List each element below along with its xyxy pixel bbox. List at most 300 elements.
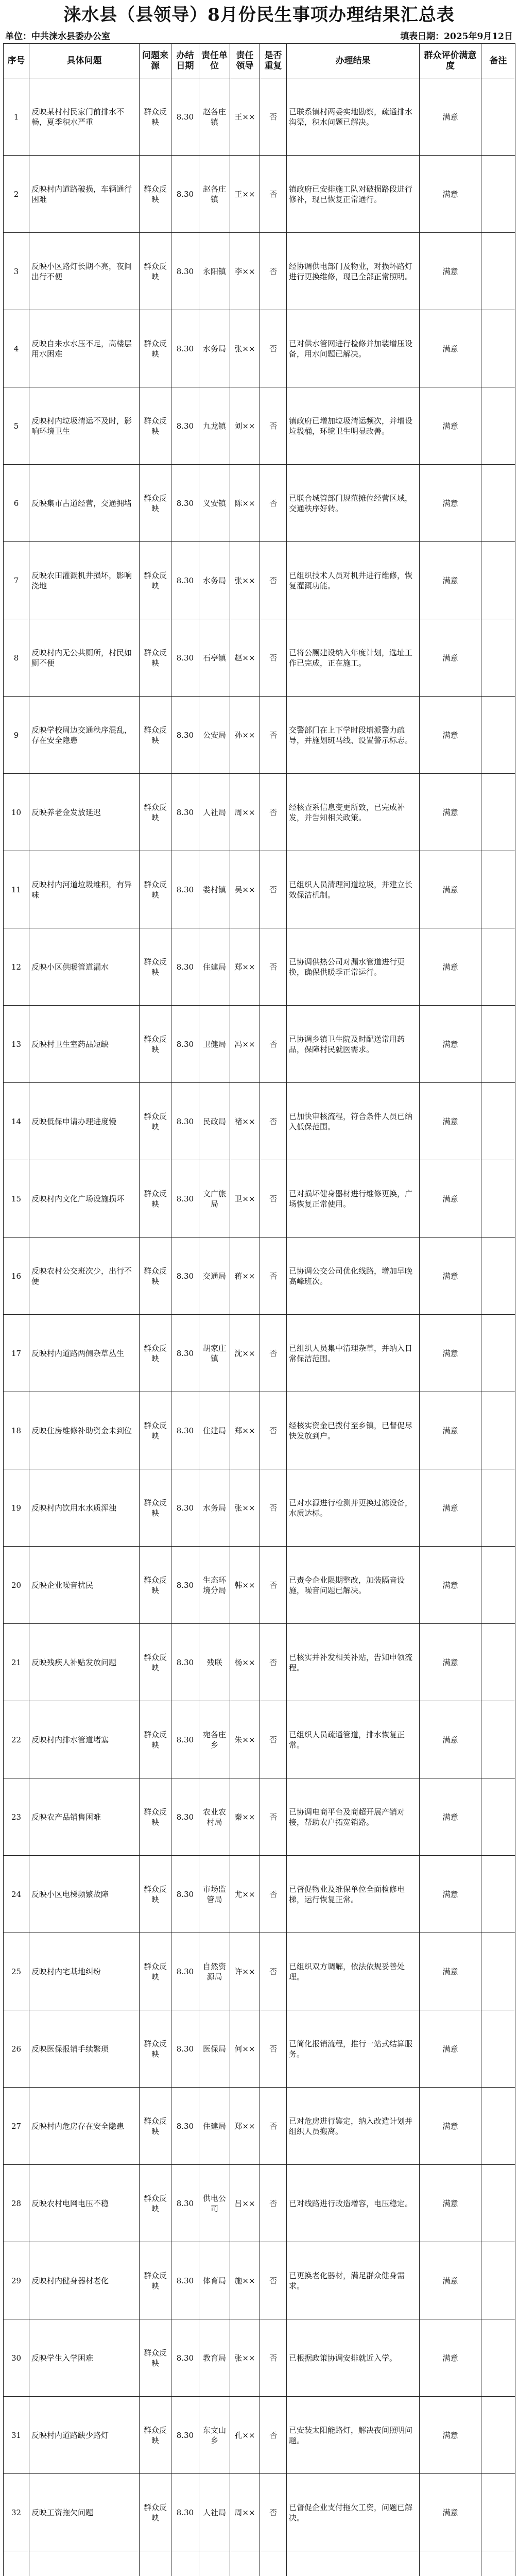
row-source: 群众反映 bbox=[140, 2319, 171, 2397]
row-date: 8.30 bbox=[171, 619, 199, 697]
row-date: 8.30 bbox=[171, 156, 199, 233]
table-row bbox=[4, 2165, 515, 2242]
row-unit: 教育局 bbox=[199, 2319, 230, 2397]
row-source: 群众反映 bbox=[140, 1701, 171, 1778]
row-date: 8.30 bbox=[171, 2319, 199, 2397]
row-result: 经核实资金已拨付至乡镇，已督促尽快发放到户。 bbox=[287, 1392, 420, 1469]
row-satisfaction: 满意 bbox=[420, 1933, 481, 2010]
table-row bbox=[4, 387, 515, 465]
row-source: 群众反映 bbox=[140, 619, 171, 697]
row-date: 8.30 bbox=[171, 1160, 199, 1238]
row-seq: 27 bbox=[4, 2088, 29, 2165]
row-date: 8.30 bbox=[171, 1006, 199, 1083]
row-result: 已责令企业限期整改，加装隔音设施，噪音问题已解决。 bbox=[287, 1547, 420, 1624]
row-leader: 张×× bbox=[230, 1469, 260, 1547]
row-note bbox=[481, 774, 515, 851]
row-unit: 宛各庄乡 bbox=[199, 1701, 230, 1778]
row-unit: 体育局 bbox=[199, 2242, 230, 2319]
row-satisfaction: 满意 bbox=[420, 310, 481, 387]
row-unit: 公安局 bbox=[199, 697, 230, 774]
row-unit: 医保局 bbox=[199, 2010, 230, 2088]
row-unit: 民政局 bbox=[199, 1083, 230, 1160]
row-duplicate: 否 bbox=[260, 1083, 287, 1160]
row-result bbox=[287, 2551, 420, 2576]
row-duplicate: 否 bbox=[260, 1547, 287, 1624]
row-leader: 郑×× bbox=[230, 928, 260, 1006]
row-satisfaction: 满意 bbox=[420, 1701, 481, 1778]
row-source: 群众反映 bbox=[140, 1778, 171, 1856]
row-date: 8.30 bbox=[171, 1856, 199, 1933]
row-result: 镇政府已增加垃圾清运频次，并增设垃圾桶，环境卫生明显改善。 bbox=[287, 387, 420, 465]
header-unit: 责任单位 bbox=[199, 44, 230, 78]
row-seq: 12 bbox=[4, 928, 29, 1006]
row-unit: 东文山乡 bbox=[199, 2397, 230, 2474]
row-satisfaction: 满意 bbox=[420, 2088, 481, 2165]
row-unit: 义安镇 bbox=[199, 465, 230, 542]
row-issue: 反映村内垃圾清运不及时，影响环境卫生 bbox=[29, 387, 140, 465]
row-seq: 22 bbox=[4, 1701, 29, 1778]
row-source: 群众反映 bbox=[140, 542, 171, 619]
row-issue: 反映小区供暖管道漏水 bbox=[29, 928, 140, 1006]
row-issue: 反映农村公交班次少，出行不便 bbox=[29, 1238, 140, 1315]
row-note bbox=[481, 2319, 515, 2397]
row-leader: 卫×× bbox=[230, 1160, 260, 1238]
row-source: 群众反映 bbox=[140, 774, 171, 851]
report-meta bbox=[3, 30, 515, 43]
row-source: 群众反映 bbox=[140, 1392, 171, 1469]
row-note bbox=[481, 851, 515, 928]
header-result: 办理结果 bbox=[287, 44, 420, 78]
row-unit: 住建局 bbox=[199, 1392, 230, 1469]
row-satisfaction bbox=[420, 2551, 481, 2576]
table-row bbox=[4, 2551, 515, 2576]
row-satisfaction: 满意 bbox=[420, 928, 481, 1006]
row-issue: 反映村内道路缺少路灯 bbox=[29, 2397, 140, 2474]
row-seq: 20 bbox=[4, 1547, 29, 1624]
table-row bbox=[4, 1392, 515, 1469]
row-leader: 吕×× bbox=[230, 2165, 260, 2242]
report-page bbox=[3, 0, 515, 2576]
row-note bbox=[481, 2474, 515, 2551]
row-satisfaction: 满意 bbox=[420, 2319, 481, 2397]
row-leader: 蒋×× bbox=[230, 1238, 260, 1315]
row-duplicate: 否 bbox=[260, 2010, 287, 2088]
table-row bbox=[4, 1315, 515, 1392]
row-duplicate: 否 bbox=[260, 310, 287, 387]
row-unit: 生态环境分局 bbox=[199, 1547, 230, 1624]
table-row bbox=[4, 1006, 515, 1083]
row-date: 8.30 bbox=[171, 465, 199, 542]
row-seq: 9 bbox=[4, 697, 29, 774]
row-issue: 反映企业噪音扰民 bbox=[29, 1547, 140, 1624]
row-date: 8.30 bbox=[171, 542, 199, 619]
row-issue: 反映村内排水管道堵塞 bbox=[29, 1701, 140, 1778]
row-unit: 文广旅局 bbox=[199, 1160, 230, 1238]
row-seq: 4 bbox=[4, 310, 29, 387]
row-result: 已对线路进行改造增容，电压稳定。 bbox=[287, 2165, 420, 2242]
row-satisfaction: 满意 bbox=[420, 697, 481, 774]
row-seq: 31 bbox=[4, 2397, 29, 2474]
row-source: 群众反映 bbox=[140, 1238, 171, 1315]
row-seq: 19 bbox=[4, 1469, 29, 1547]
row-note bbox=[481, 928, 515, 1006]
row-source: 群众反映 bbox=[140, 2088, 171, 2165]
row-duplicate: 否 bbox=[260, 542, 287, 619]
row-seq: 2 bbox=[4, 156, 29, 233]
row-source: 群众反映 bbox=[140, 2474, 171, 2551]
table-row bbox=[4, 1778, 515, 1856]
row-duplicate: 否 bbox=[260, 1160, 287, 1238]
table-row bbox=[4, 156, 515, 233]
row-duplicate: 否 bbox=[260, 1392, 287, 1469]
row-leader: 张×× bbox=[230, 2319, 260, 2397]
row-leader: 许×× bbox=[230, 1933, 260, 2010]
row-duplicate: 否 bbox=[260, 2397, 287, 2474]
table-row bbox=[4, 1701, 515, 1778]
row-note bbox=[481, 1392, 515, 1469]
row-issue: 反映村内道路两侧杂草丛生 bbox=[29, 1315, 140, 1392]
row-leader: 何×× bbox=[230, 2010, 260, 2088]
table-row bbox=[4, 697, 515, 774]
header-row bbox=[4, 44, 515, 78]
row-leader: 刘×× bbox=[230, 387, 260, 465]
row-result: 已对水源进行检测并更换过滤设备，水质达标。 bbox=[287, 1469, 420, 1547]
row-issue: 反映村内健身器材老化 bbox=[29, 2242, 140, 2319]
row-date: 8.30 bbox=[171, 1778, 199, 1856]
row-duplicate: 否 bbox=[260, 233, 287, 310]
row-result: 已协调供热公司对漏水管道进行更换，确保供暖季正常运行。 bbox=[287, 928, 420, 1006]
row-note bbox=[481, 1547, 515, 1624]
row-duplicate: 否 bbox=[260, 387, 287, 465]
row-issue: 反映低保申请办理进度慢 bbox=[29, 1083, 140, 1160]
row-issue: 反映学校周边交通秩序混乱，存在安全隐患 bbox=[29, 697, 140, 774]
row-date: 8.30 bbox=[171, 1469, 199, 1547]
row-result: 已组织双方调解，依法依规妥善处理。 bbox=[287, 1933, 420, 2010]
row-satisfaction: 满意 bbox=[420, 1238, 481, 1315]
row-source: 群众反映 bbox=[140, 156, 171, 233]
row-note bbox=[481, 1624, 515, 1701]
table-row bbox=[4, 1083, 515, 1160]
row-source: 群众反映 bbox=[140, 233, 171, 310]
row-leader: 周×× bbox=[230, 774, 260, 851]
row-issue: 反映村内河道垃圾堆积，有异味 bbox=[29, 851, 140, 928]
table-row bbox=[4, 2474, 515, 2551]
row-duplicate bbox=[260, 2551, 287, 2576]
row-leader: 褚×× bbox=[230, 1083, 260, 1160]
header-source: 问题来源 bbox=[140, 44, 171, 78]
row-seq: 23 bbox=[4, 1778, 29, 1856]
row-result: 已协调乡镇卫生院及时配送常用药品，保障村民就医需求。 bbox=[287, 1006, 420, 1083]
row-satisfaction: 满意 bbox=[420, 1392, 481, 1469]
row-result: 已简化报销流程，推行一站式结算服务。 bbox=[287, 2010, 420, 2088]
row-seq: 11 bbox=[4, 851, 29, 928]
row-seq bbox=[4, 2551, 29, 2576]
row-unit: 水务局 bbox=[199, 310, 230, 387]
table-row bbox=[4, 2319, 515, 2397]
row-duplicate: 否 bbox=[260, 156, 287, 233]
row-leader: 郑×× bbox=[230, 1392, 260, 1469]
row-leader: 周×× bbox=[230, 2474, 260, 2551]
row-satisfaction: 满意 bbox=[420, 1778, 481, 1856]
row-unit: 自然资源局 bbox=[199, 1933, 230, 2010]
unit-label: 单位：中共涞水县委办公室 bbox=[5, 31, 110, 42]
row-seq: 29 bbox=[4, 2242, 29, 2319]
row-note bbox=[481, 2551, 515, 2576]
table-row bbox=[4, 465, 515, 542]
row-duplicate: 否 bbox=[260, 2242, 287, 2319]
row-issue: 反映残疾人补贴发放问题 bbox=[29, 1624, 140, 1701]
row-unit: 水务局 bbox=[199, 1469, 230, 1547]
row-result: 已根据政策协调安排就近入学。 bbox=[287, 2319, 420, 2397]
table-row bbox=[4, 1624, 515, 1701]
row-note bbox=[481, 465, 515, 542]
row-duplicate: 否 bbox=[260, 774, 287, 851]
table-row bbox=[4, 1933, 515, 2010]
row-issue: 反映村内文化广场设施损坏 bbox=[29, 1160, 140, 1238]
table-row bbox=[4, 2242, 515, 2319]
table-row bbox=[4, 928, 515, 1006]
row-note bbox=[481, 1315, 515, 1392]
row-note bbox=[481, 697, 515, 774]
row-duplicate: 否 bbox=[260, 1856, 287, 1933]
row-leader: 尤×× bbox=[230, 1856, 260, 1933]
row-issue: 反映工资拖欠问题 bbox=[29, 2474, 140, 2551]
row-issue: 反映村内道路破损，车辆通行困难 bbox=[29, 156, 140, 233]
row-duplicate: 否 bbox=[260, 2088, 287, 2165]
row-unit: 永阳镇 bbox=[199, 233, 230, 310]
row-unit: 市场监管局 bbox=[199, 1856, 230, 1933]
row-issue: 反映自来水水压不足，高楼层用水困难 bbox=[29, 310, 140, 387]
row-date: 8.30 bbox=[171, 2397, 199, 2474]
row-leader: 赵×× bbox=[230, 619, 260, 697]
row-leader: 李×× bbox=[230, 233, 260, 310]
row-date: 8.30 bbox=[171, 2242, 199, 2319]
row-satisfaction: 满意 bbox=[420, 1083, 481, 1160]
row-satisfaction: 满意 bbox=[420, 774, 481, 851]
row-satisfaction: 满意 bbox=[420, 465, 481, 542]
row-result: 已核实并补发相关补贴，告知申领流程。 bbox=[287, 1624, 420, 1701]
row-date: 8.30 bbox=[171, 851, 199, 928]
row-seq: 16 bbox=[4, 1238, 29, 1315]
row-duplicate: 否 bbox=[260, 465, 287, 542]
row-satisfaction: 满意 bbox=[420, 233, 481, 310]
row-result: 已组织人员清理河道垃圾，并建立长效保洁机制。 bbox=[287, 851, 420, 928]
table-row bbox=[4, 1469, 515, 1547]
row-source: 群众反映 bbox=[140, 697, 171, 774]
table-row bbox=[4, 1856, 515, 1933]
row-date: 8.30 bbox=[171, 1933, 199, 2010]
table-row bbox=[4, 542, 515, 619]
row-seq: 28 bbox=[4, 2165, 29, 2242]
row-note bbox=[481, 2242, 515, 2319]
row-source: 群众反映 bbox=[140, 387, 171, 465]
row-seq: 10 bbox=[4, 774, 29, 851]
row-satisfaction: 满意 bbox=[420, 1547, 481, 1624]
row-date: 8.30 bbox=[171, 697, 199, 774]
header-satisfaction: 群众评价满意度 bbox=[420, 44, 481, 78]
row-note bbox=[481, 233, 515, 310]
row-issue: 反映村内危房存在安全隐患 bbox=[29, 2088, 140, 2165]
table-row bbox=[4, 851, 515, 928]
row-unit: 九龙镇 bbox=[199, 387, 230, 465]
row-note bbox=[481, 2088, 515, 2165]
row-date: 8.30 bbox=[171, 78, 199, 156]
row-source: 群众反映 bbox=[140, 2010, 171, 2088]
row-note bbox=[481, 619, 515, 697]
row-issue: 反映农产品销售困难 bbox=[29, 1778, 140, 1856]
row-satisfaction: 满意 bbox=[420, 2165, 481, 2242]
row-leader: 陈×× bbox=[230, 465, 260, 542]
row-seq: 15 bbox=[4, 1160, 29, 1238]
row-note bbox=[481, 1006, 515, 1083]
row-source: 群众反映 bbox=[140, 1160, 171, 1238]
row-unit: 残联 bbox=[199, 1624, 230, 1701]
row-note bbox=[481, 1701, 515, 1778]
row-satisfaction: 满意 bbox=[420, 156, 481, 233]
row-result: 已对损坏健身器材进行维修更换，广场恢复正常使用。 bbox=[287, 1160, 420, 1238]
row-seq: 24 bbox=[4, 1856, 29, 1933]
report-title: 涞水县（县领导）8月份民生事项办理结果汇总表 bbox=[63, 5, 455, 25]
row-duplicate: 否 bbox=[260, 619, 287, 697]
row-date: 8.30 bbox=[171, 2165, 199, 2242]
row-date: 8.30 bbox=[171, 774, 199, 851]
row-result: 已督促企业支付拖欠工资，问题已解决。 bbox=[287, 2474, 420, 2551]
row-leader: 孙×× bbox=[230, 697, 260, 774]
row-result: 已组织人员疏通管道，排水恢复正常。 bbox=[287, 1701, 420, 1778]
row-seq: 18 bbox=[4, 1392, 29, 1469]
row-leader: 郑×× bbox=[230, 2088, 260, 2165]
row-result: 交警部门在上下学时段增派警力疏导，并施划斑马线、设置警示标志。 bbox=[287, 697, 420, 774]
row-date: 8.30 bbox=[171, 1701, 199, 1778]
row-issue: 反映学生入学困难 bbox=[29, 2319, 140, 2397]
row-satisfaction: 满意 bbox=[420, 1160, 481, 1238]
row-satisfaction: 满意 bbox=[420, 2474, 481, 2551]
row-date: 8.30 bbox=[171, 1624, 199, 1701]
row-leader: 王×× bbox=[230, 156, 260, 233]
row-leader: 秦×× bbox=[230, 1778, 260, 1856]
row-date: 8.30 bbox=[171, 2474, 199, 2551]
row-source: 群众反映 bbox=[140, 1547, 171, 1624]
row-source: 群众反映 bbox=[140, 2165, 171, 2242]
row-note bbox=[481, 2010, 515, 2088]
row-duplicate: 否 bbox=[260, 1238, 287, 1315]
row-note bbox=[481, 1160, 515, 1238]
row-duplicate: 否 bbox=[260, 2474, 287, 2551]
row-date: 8.30 bbox=[171, 2010, 199, 2088]
row-result: 已加快审核流程，符合条件人员已纳入低保范围。 bbox=[287, 1083, 420, 1160]
summary-table bbox=[3, 43, 515, 2576]
row-date: 8.30 bbox=[171, 1315, 199, 1392]
table-row bbox=[4, 2397, 515, 2474]
table-row bbox=[4, 1160, 515, 1238]
row-issue: 反映村内无公共厕所，村民如厕不便 bbox=[29, 619, 140, 697]
row-satisfaction: 满意 bbox=[420, 851, 481, 928]
row-duplicate: 否 bbox=[260, 1006, 287, 1083]
table-row bbox=[4, 78, 515, 156]
row-date: 8.30 bbox=[171, 1392, 199, 1469]
table-row bbox=[4, 2088, 515, 2165]
row-note bbox=[481, 2165, 515, 2242]
row-duplicate: 否 bbox=[260, 851, 287, 928]
row-issue: 反映集市占道经营，交通拥堵 bbox=[29, 465, 140, 542]
row-issue: 反映村内饮用水水质浑浊 bbox=[29, 1469, 140, 1547]
row-unit: 赵各庄镇 bbox=[199, 156, 230, 233]
row-source: 群众反映 bbox=[140, 1624, 171, 1701]
header-duplicate: 是否重复 bbox=[260, 44, 287, 78]
row-leader: 朱×× bbox=[230, 1701, 260, 1778]
row-date: 8.30 bbox=[171, 1238, 199, 1315]
row-note bbox=[481, 387, 515, 465]
row-result: 已对危房进行鉴定，纳入改造计划并组织人员搬离。 bbox=[287, 2088, 420, 2165]
row-source: 群众反映 bbox=[140, 2242, 171, 2319]
row-result: 已协调电商平台及商超开展产销对接，帮助农户拓宽销路。 bbox=[287, 1778, 420, 1856]
row-date: 8.30 bbox=[171, 1547, 199, 1624]
row-issue: 反映养老金发放延迟 bbox=[29, 774, 140, 851]
row-leader: 施×× bbox=[230, 2242, 260, 2319]
row-leader: 韩×× bbox=[230, 1547, 260, 1624]
row-source bbox=[140, 2551, 171, 2576]
row-seq: 25 bbox=[4, 1933, 29, 2010]
row-unit: 住建局 bbox=[199, 928, 230, 1006]
row-result: 已协调公交公司优化线路，增加早晚高峰班次。 bbox=[287, 1238, 420, 1315]
row-note bbox=[481, 1856, 515, 1933]
row-issue: 反映村内宅基地纠纷 bbox=[29, 1933, 140, 2010]
row-issue: 反映医保报销手续繁琐 bbox=[29, 2010, 140, 2088]
row-issue bbox=[29, 2551, 140, 2576]
row-issue: 反映住房维修补助资金未到位 bbox=[29, 1392, 140, 1469]
row-duplicate: 否 bbox=[260, 1315, 287, 1392]
row-seq: 26 bbox=[4, 2010, 29, 2088]
row-issue: 反映村卫生室药品短缺 bbox=[29, 1006, 140, 1083]
row-result: 已对供水管网进行检修并加装增压设备，用水问题已解决。 bbox=[287, 310, 420, 387]
row-seq: 17 bbox=[4, 1315, 29, 1392]
row-duplicate: 否 bbox=[260, 697, 287, 774]
row-date: 8.30 bbox=[171, 387, 199, 465]
row-unit: 农业农村局 bbox=[199, 1778, 230, 1856]
row-issue: 反映小区路灯长期不亮，夜间出行不便 bbox=[29, 233, 140, 310]
row-satisfaction: 满意 bbox=[420, 1469, 481, 1547]
row-issue: 反映小区电梯频繁故障 bbox=[29, 1856, 140, 1933]
table-row bbox=[4, 2010, 515, 2088]
row-issue: 反映农田灌溉机井损坏，影响浇地 bbox=[29, 542, 140, 619]
row-unit bbox=[199, 2551, 230, 2576]
row-unit: 交通局 bbox=[199, 1238, 230, 1315]
row-unit: 卫健局 bbox=[199, 1006, 230, 1083]
row-result: 已联系镇村两委实地勘察，疏通排水沟渠，积水问题已解决。 bbox=[287, 78, 420, 156]
header-note: 备注 bbox=[481, 44, 515, 78]
row-satisfaction: 满意 bbox=[420, 1006, 481, 1083]
row-result: 已联合城管部门规范摊位经营区域，交通秩序好转。 bbox=[287, 465, 420, 542]
row-result: 经核查系信息变更所致，已完成补发，并告知相关政策。 bbox=[287, 774, 420, 851]
row-unit: 娄村镇 bbox=[199, 851, 230, 928]
table-row bbox=[4, 1547, 515, 1624]
row-result: 已组织技术人员对机井进行维修，恢复灌溉功能。 bbox=[287, 542, 420, 619]
row-duplicate: 否 bbox=[260, 2319, 287, 2397]
row-duplicate: 否 bbox=[260, 1778, 287, 1856]
row-duplicate: 否 bbox=[260, 1701, 287, 1778]
row-date: 8.30 bbox=[171, 1083, 199, 1160]
row-note bbox=[481, 2397, 515, 2474]
row-leader: 孔×× bbox=[230, 2397, 260, 2474]
row-satisfaction: 满意 bbox=[420, 2010, 481, 2088]
row-seq: 6 bbox=[4, 465, 29, 542]
row-leader: 张×× bbox=[230, 310, 260, 387]
row-source: 群众反映 bbox=[140, 851, 171, 928]
header-issue: 具体问题 bbox=[29, 44, 140, 78]
row-satisfaction: 满意 bbox=[420, 1856, 481, 1933]
row-satisfaction: 满意 bbox=[420, 542, 481, 619]
row-satisfaction: 满意 bbox=[420, 387, 481, 465]
